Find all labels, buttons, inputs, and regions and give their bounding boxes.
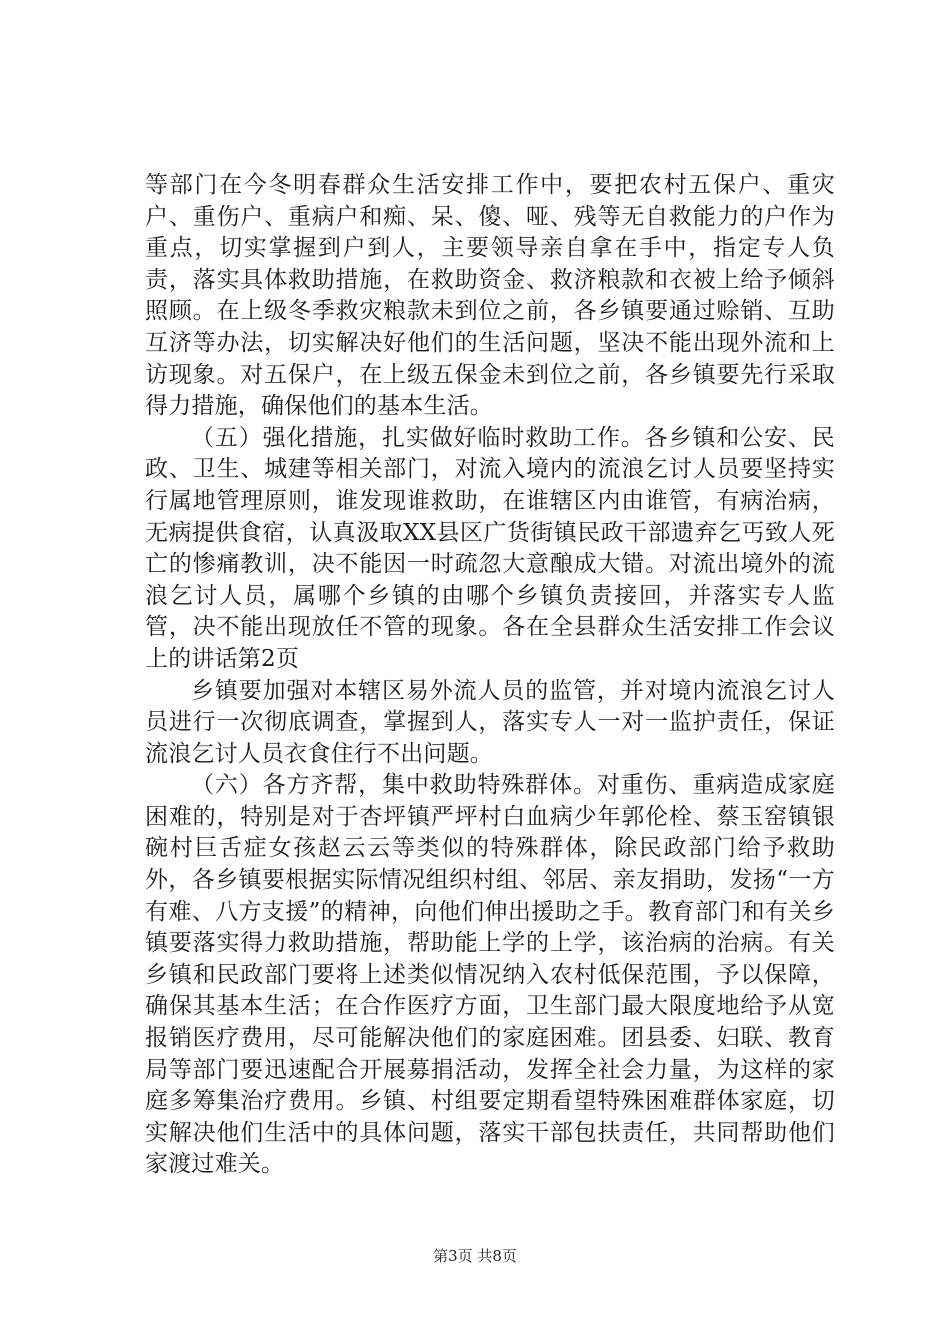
document-body: [145, 170, 835, 1181]
paragraph-4: （六）各方齐帮，集中救助特殊群体。对重伤、重病造成家庭困难的，特别是对于杏坪镇严坪村白血病少年郭伦栓、蔡玉窑镇银碗村巨舌症女孩赵云云等类似的特殊群体，除民政部门给予救助外，各乡镇要根据实际情况组织村组、邻居、亲友捐助，发扬“一方有难、八方支援”的精神，向他们伸出援助之手。教育部门和有关乡镇要落实得力救助措施，帮助能上学的上学，该治病的治病。有关乡镇和民政部门要将上述类似情况纳入农村低保范围，予以保障，确保其基本生活；在合作医疗方面，卫生部门最大限度地给予从宽报销医疗费用，尽可能解决他们的家庭困难。团县委、妇联、教育局等部门要迅速配合开展募捐活动，发挥全社会力量，为这样的家庭多筹集治疗费用。乡镇、村组要定期看望特殊困难群体家庭，切实解决他们生活中的具体问题，落实干部包扶责任，共同帮助他们家渡过难关。: [145, 772, 835, 1178]
paragraph-3: 乡镇要加强对本辖区易外流人员的监管，并对境内流浪乞讨人员进行一次彻底调查，掌握到人，落实专人一对一监护责任，保证流浪乞讨人员衣食住行不出问题。: [145, 677, 835, 767]
page-footer: [0, 1245, 950, 1266]
page-number: 第3页 共8页: [433, 1247, 517, 1265]
paragraph-2: （五）强化措施，扎实做好临时救助工作。各乡镇和公安、民政、卫生、城建等相关部门，对流入境内的流浪乞讨人员要坚持实行属地管理原则，谁发现谁救助，在谁辖区内由谁管，有病治病，无病提供食宿，认真汲取XX县区广货街镇民政干部遗弃乞丐致人死亡的惨痛教训，决不能因一时疏忽大意酿成大错。对流出境外的流浪乞讨人员，属哪个乡镇的由哪个乡镇负责接回，并落实专人监管，决不能出现放任不管的现象。各在全县群众生活安排工作会议上的讲话第2页: [145, 424, 835, 672]
paragraph-1: 等部门在今冬明春群众生活安排工作中，要把农村五保户、重灾户、重伤户、重病户和痴、呆、傻、哑、残等无自救能力的户作为重点，切实掌握到户到人，主要领导亲自拿在手中，指定专人负责，落实具体救助措施，在救助资金、救济粮款和衣被上给予倾斜照顾。在上级冬季救灾粮款未到位之前，各乡镇要通过赊销、互助互济等办法，切实解决好他们的生活问题，坚决不能出现外流和上访现象。对五保户，在上级五保金未到位之前，各乡镇要先行采取得力措施，确保他们的基本生活。: [145, 172, 835, 420]
